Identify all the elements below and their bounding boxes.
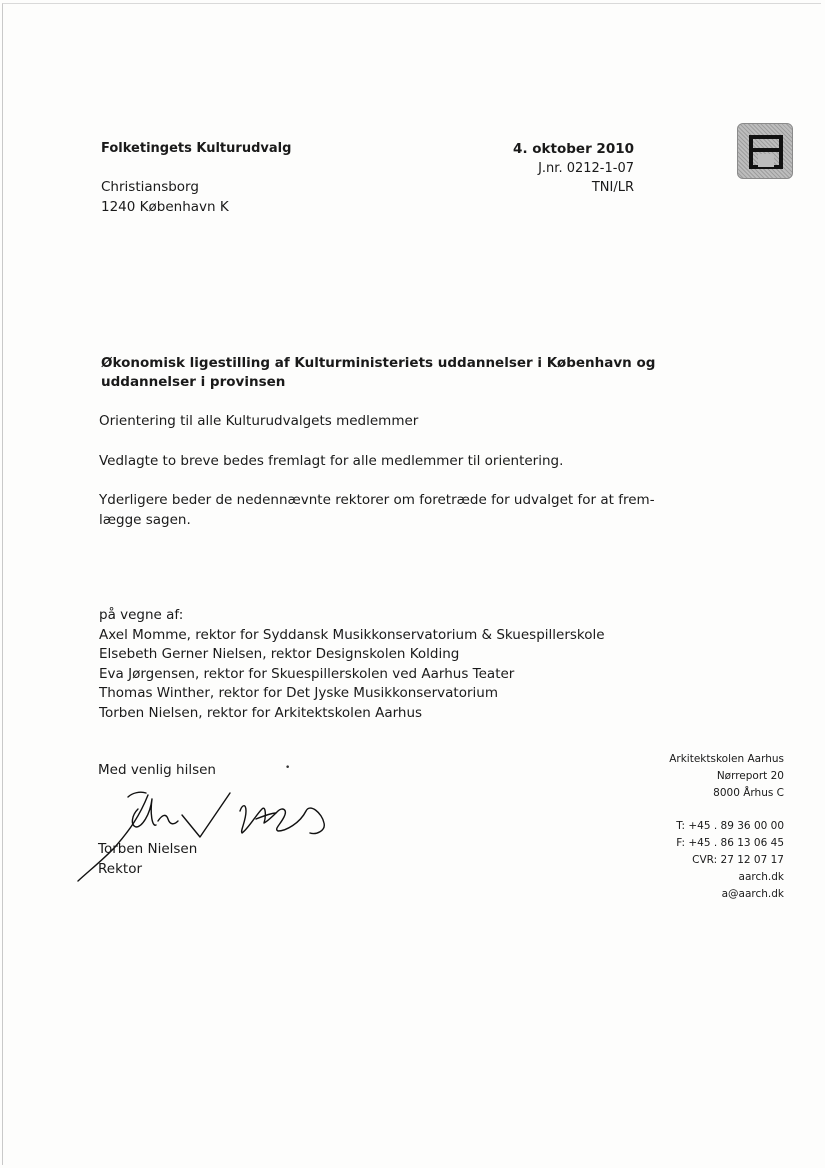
on-behalf-list xyxy=(99,606,605,723)
list-item: Axel Momme, rektor for Syddansk Musikkonservatorium & Skuespillerskole xyxy=(99,626,605,643)
recipient-address-line2: 1240 København K xyxy=(101,199,229,215)
letter-a-logo-icon xyxy=(737,123,793,179)
on-behalf-intro: på vegne af: xyxy=(99,607,184,623)
closing-greeting: Med venlig hilsen xyxy=(98,762,216,778)
letter-subject: Økonomisk ligestilling af Kulturministeriets uddannelser i København og uddannelser i provinsen xyxy=(101,355,656,390)
sender-cvr: CVR: 27 12 07 17 xyxy=(692,854,784,866)
list-item: Elsebeth Gerner Nielsen, rektor Designskolen Kolding xyxy=(99,646,460,662)
body-paragraph-2: Vedlagte to breve bedes fremlagt for alle medlemmer til orientering. xyxy=(99,453,564,469)
sender-street: Nørreport 20 xyxy=(716,770,784,782)
body-paragraph-3-line2: lægge sagen. xyxy=(99,512,191,528)
letter-date: 4. oktober 2010 xyxy=(513,141,634,157)
sender-web: aarch.dk xyxy=(738,871,784,883)
list-item: Torben Nielsen, rektor for Arkitektskolen Aarhus xyxy=(99,704,423,721)
sender-city: 8000 Århus C xyxy=(713,787,784,799)
recipient-name: Folketingets Kulturudvalg xyxy=(101,141,292,156)
page-border xyxy=(2,3,821,1165)
signer-name: Torben Nielsen xyxy=(98,841,198,857)
reference-initials: TNI/LR xyxy=(591,180,634,195)
sender-block xyxy=(669,751,784,802)
signer-title: Rektor xyxy=(98,861,143,877)
stray-mark-icon: • xyxy=(285,763,291,773)
body-paragraph-3-line1: Yderligere beder de nedennævnte rektorer om foretræde for udvalget for at frem- xyxy=(99,492,655,508)
body-paragraph-1: Orientering til alle Kulturudvalgets medlemmer xyxy=(99,413,419,429)
sender-email: a@aarch.dk xyxy=(721,888,784,900)
recipient-address-line1: Christiansborg xyxy=(101,179,199,195)
sender-name: Arkitektskolen Aarhus xyxy=(669,753,784,765)
sender-fax: F: +45 . 86 13 06 45 xyxy=(676,837,784,849)
sender-phone: T: +45 . 89 36 00 00 xyxy=(676,820,784,832)
list-item: Eva Jørgensen, rektor for Skuespillerskolen ved Aarhus Teater xyxy=(99,665,515,682)
sender-contact xyxy=(676,818,784,903)
list-item: Thomas Winther, rektor for Det Jyske Musikkonservatorium xyxy=(99,685,498,701)
journal-number: J.nr. 0212-1-07 xyxy=(538,161,634,176)
